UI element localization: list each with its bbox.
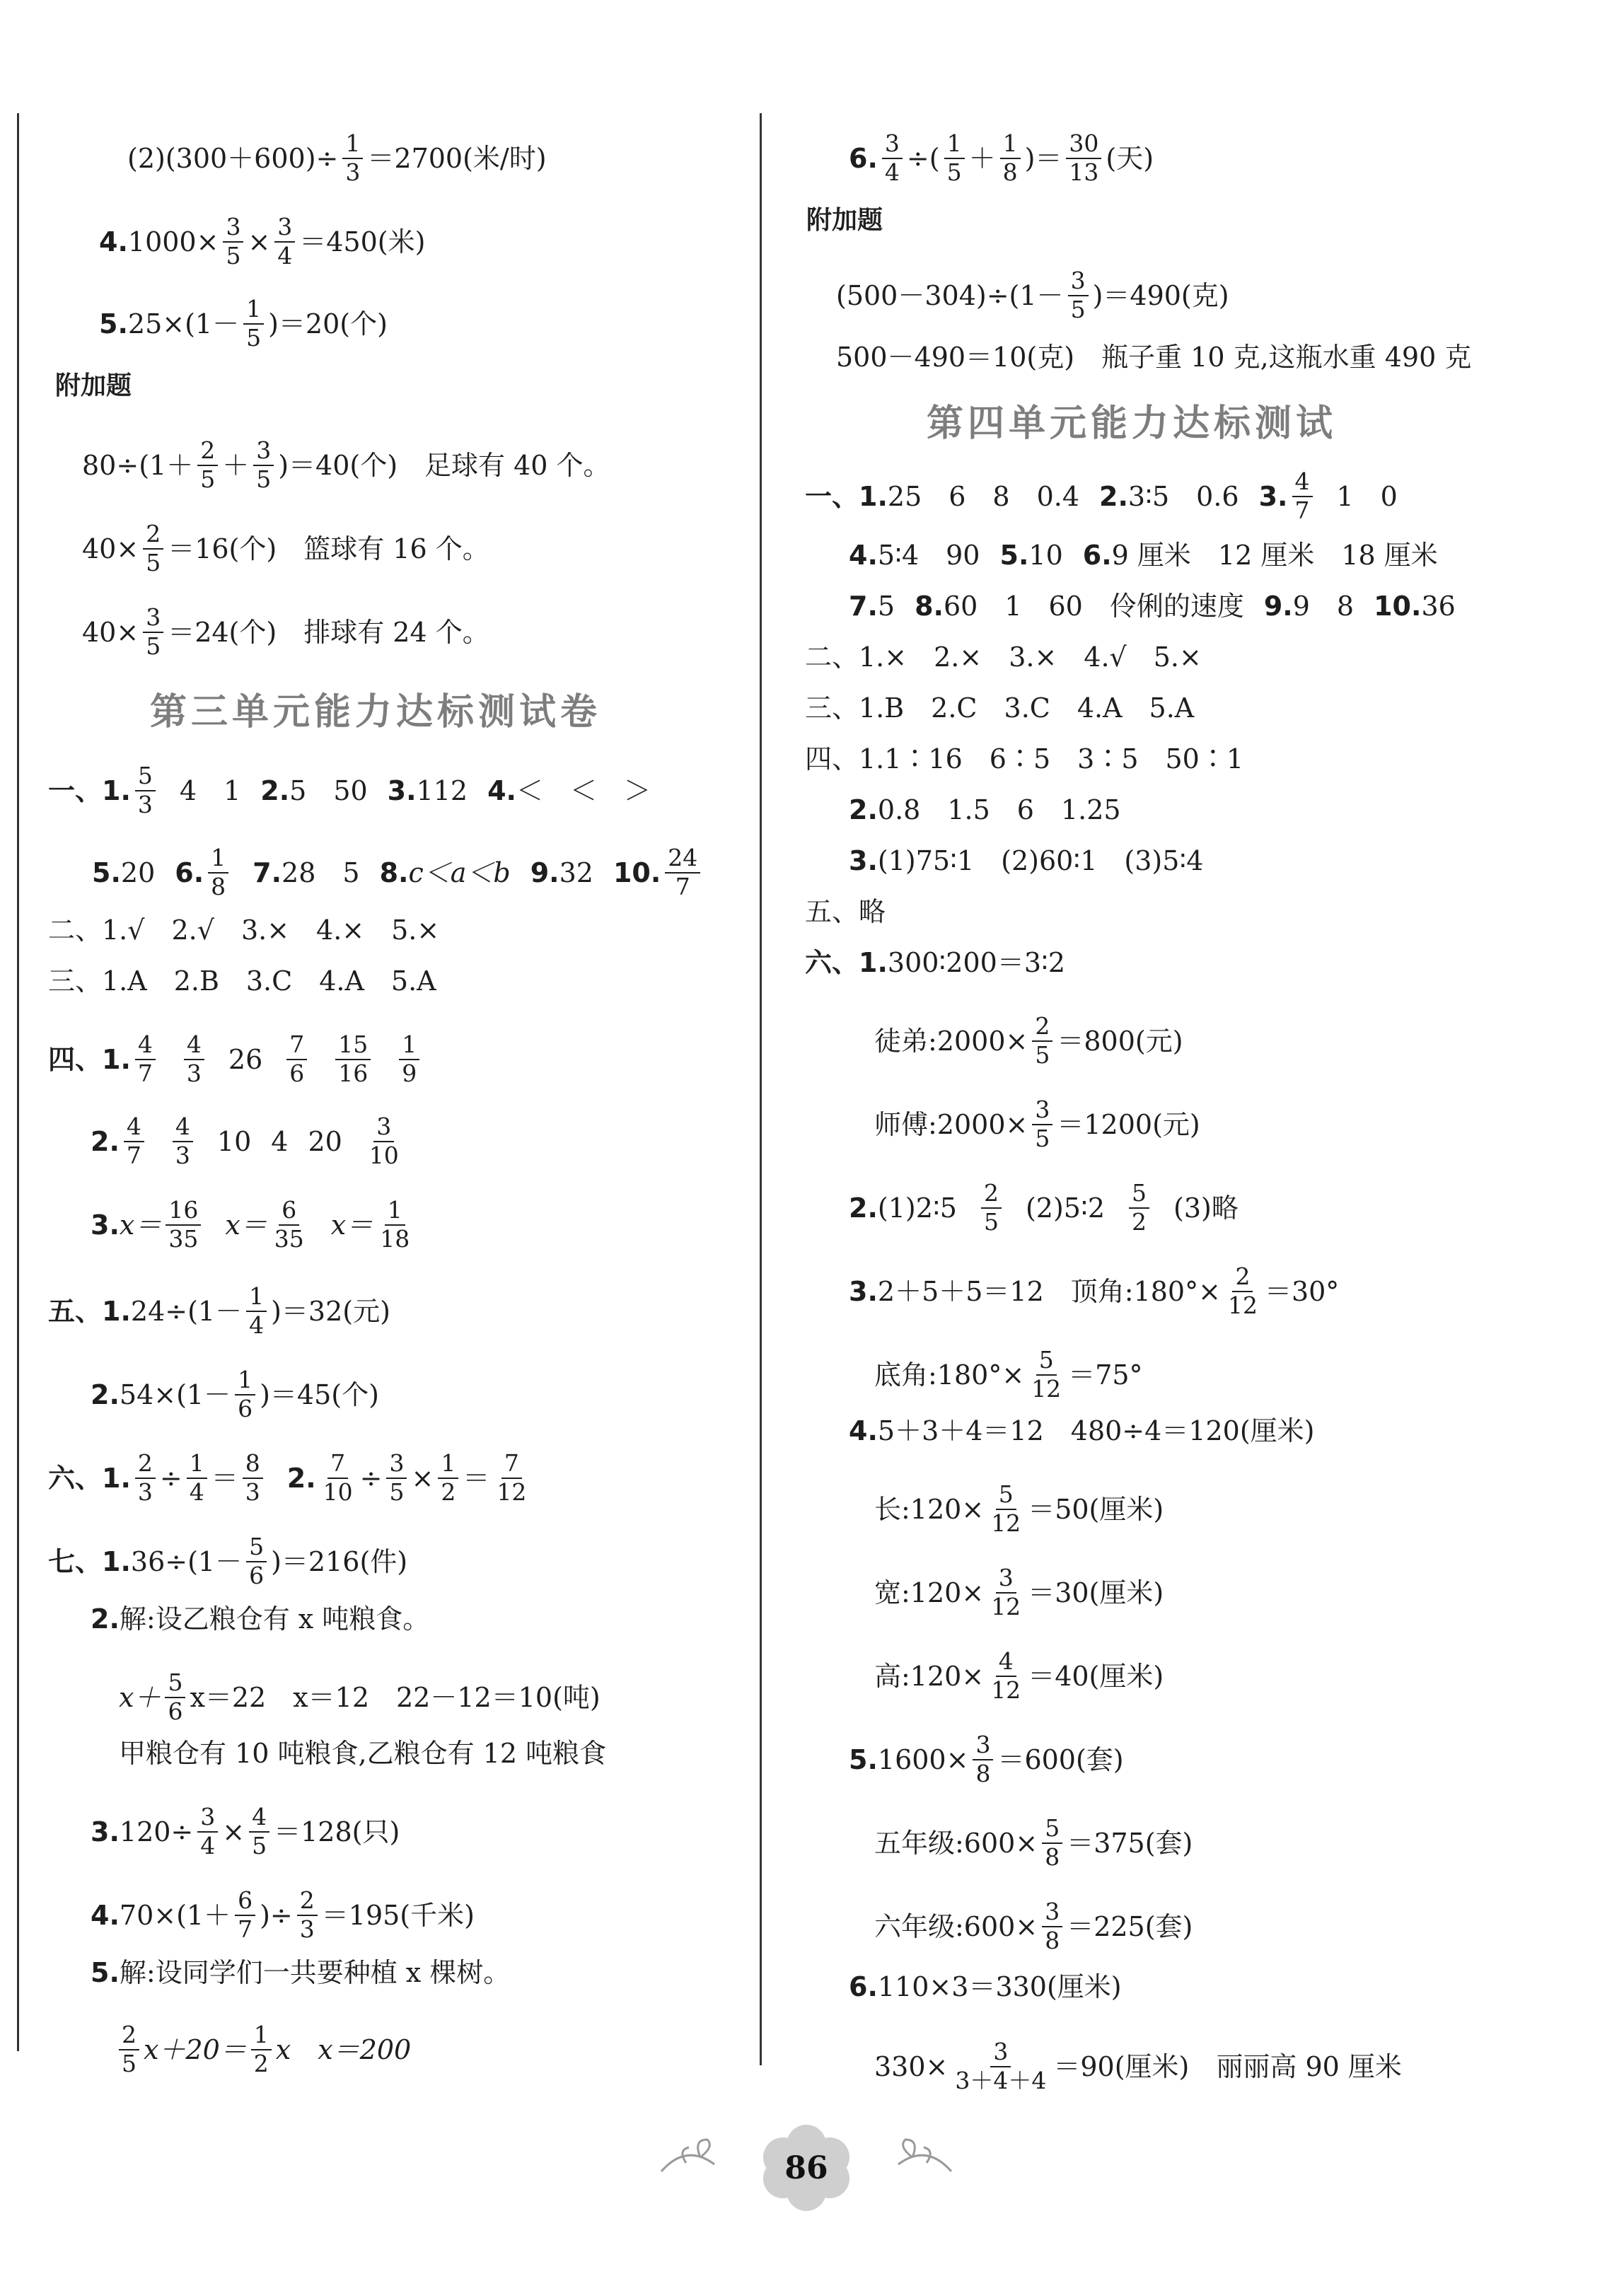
- answer-line: 六、1. 300∶200＝3∶2: [805, 947, 1066, 978]
- answer-line: 80÷(1＋ $\frac{2}{5}$ ＋ $\frac{3}{5}$ )＝40(个) 足球有 40 个。: [82, 436, 610, 493]
- answer-line: 4. 70×(1＋ $\frac{6}{7}$ )÷ $\frac{2}{3}$ ＝195(千米): [91, 1886, 475, 1943]
- answer-line: 四、1. $\frac{4}{7}$ $\frac{4}{3}$ 26 $\frac{7}{6}$ $\frac{15}{16}$ $\frac{1}{9}$: [48, 1033, 424, 1086]
- answer-line: $\frac{2}{5}$ x＋20＝ $\frac{1}{2}$ x x＝200: [115, 2023, 411, 2076]
- section3-title: 第三单元能力达标测试卷: [150, 691, 602, 733]
- answer-line: 330× $\frac{3}{3+4+4}$ ＝90(厘米) 丽丽高 90 厘米: [874, 2038, 1402, 2094]
- answer-line: 2. 0.8 1.5 6 1.25: [849, 794, 1121, 825]
- answer-line: 6. $\frac{3}{4}$ ÷( $\frac{1}{5}$ ＋ $\frac{1}{8}$ )＝ $\frac{30}{13}$ (天): [849, 129, 1154, 186]
- answer-line: 3. (1)75∶1 (2)60∶1 (3)5∶4: [849, 845, 1204, 876]
- answer-line: 五年级:600× $\frac{5}{8}$ ＝375(套): [874, 1814, 1193, 1871]
- answer-line: 5. 解:设同学们一共要种植 x 棵树。: [91, 1957, 511, 1988]
- answer-line: 宽:120× $\frac{3}{12}$ ＝30(厘米): [874, 1564, 1164, 1620]
- answer-line: 40× $\frac{3}{5}$ ＝24(个) 排球有 24 个。: [82, 603, 489, 660]
- answer-line: 2. 解:设乙粮仓有 x 吨粮食。: [91, 1603, 430, 1635]
- answer-line: 二、1.√ 2.√ 3.× 4.× 5.×: [48, 915, 440, 946]
- answer-line: 一、1. 25 6 8 0.4 2. 3∶5 0.6 3. $\frac{4}{7}$ 1 0: [805, 468, 1398, 524]
- answer-line: (500－304)÷(1－ $\frac{3}{5}$ )＝490(克): [836, 267, 1229, 323]
- answer-line: 四、1.1∶16 6∶5 3∶5 50∶1: [805, 743, 1244, 774]
- answer-line: 2. 54×(1－ $\frac{1}{6}$ )＝45(个): [91, 1366, 379, 1422]
- left-margin-rule: [17, 113, 19, 2051]
- answer-line: (2)(300＋600)÷ $\frac{1}{3}$ ＝2700(米/时): [127, 129, 547, 186]
- answer-line: 3. 120÷ $\frac{3}{4}$ × $\frac{4}{5}$ ＝128(只): [91, 1803, 400, 1859]
- answer-line: 六年级:600× $\frac{3}{8}$ ＝225(套): [874, 1898, 1193, 1954]
- page-number-badge: [736, 2108, 877, 2228]
- bonus-heading: 附加题: [806, 206, 883, 235]
- answer-line: 五、略: [805, 896, 886, 927]
- answer-line: 七、1. 36÷(1－ $\frac{5}{6}$ )＝216(件): [48, 1533, 408, 1589]
- answer-line: 底角:180°× $\frac{5}{12}$ ＝75°: [874, 1346, 1143, 1403]
- section4-title: 第四单元能力达标测试: [927, 402, 1338, 445]
- answer-line: 2. $\frac{4}{7}$ $\frac{4}{3}$ 10 4 20 $\frac{3}{10}$: [91, 1113, 399, 1169]
- vine-decoration-right-icon: [877, 2129, 955, 2186]
- answer-line: 二、1.× 2.× 3.× 4.√ 5.×: [805, 642, 1202, 673]
- answer-line: 4. 5＋3＋4＝12 480÷4＝120(厘米): [849, 1415, 1315, 1446]
- answer-line: 六、1. $\frac{2}{3}$ ÷ $\frac{1}{4}$ ＝ $\frac{8}{3}$ 2. $\frac{7}{10}$ ÷ $\frac{3}{5}$ × $\frac{1}{2}$ ＝ $\frac{7}{12}$: [48, 1449, 527, 1506]
- answer-line: 6. 110×3＝330(厘米): [849, 1971, 1122, 2002]
- answer-line: 徒弟:2000× $\frac{2}{5}$ ＝800(元): [874, 1012, 1183, 1069]
- answer-line: 3. x＝ $\frac{16}{35}$ x＝ $\frac{6}{35}$ x＝ $\frac{1}{18}$: [91, 1196, 410, 1253]
- answer-line: 五、1. 24÷(1－ $\frac{1}{4}$ )＝32(元): [48, 1282, 390, 1339]
- answer-line: 5. 20 6. $\frac{1}{8}$ 7. 28 5 8. c＜a＜b 9. 32 10. $\frac{24}{7}$: [92, 846, 704, 899]
- answer-line: 4. 1000× $\frac{3}{5}$ × $\frac{3}{4}$ ＝450(米): [99, 213, 426, 269]
- answer-line: 三、1.A 2.B 3.C 4.A 5.A: [48, 965, 436, 997]
- answer-line: 5. 25×(1－ $\frac{1}{5}$ )＝20(个): [99, 295, 388, 352]
- answer-line: 3. 2＋5＋5＝12 顶角:180°× $\frac{2}{12}$ ＝30°: [849, 1263, 1340, 1319]
- answer-line: 2. (1)2∶5 $\frac{2}{5}$ (2)5∶2 $\frac{5}{2}$ (3)略: [849, 1179, 1239, 1236]
- answer-line: 三、1.B 2.C 3.C 4.A 5.A: [805, 692, 1195, 724]
- page-number: 86: [784, 2150, 828, 2186]
- answer-line: 师傅:2000× $\frac{3}{5}$ ＝1200(元): [874, 1096, 1200, 1152]
- answer-line: 甲粮仓有 10 吨粮食,乙粮仓有 12 吨粮食: [119, 1738, 607, 1769]
- answer-line: 一、1. $\frac{5}{3}$ 4 1 2. 5 50 3. 112 4. ＜ ＜ ＞: [48, 762, 651, 818]
- column-divider: [760, 113, 762, 2065]
- answer-line: 7. 5 8. 60 1 60 伶俐的速度 9. 9 8 10. 36: [849, 591, 1456, 622]
- answer-line: 500－490＝10(克) 瓶子重 10 克,这瓶水重 490 克: [836, 342, 1472, 373]
- answer-line: 长:120× $\frac{5}{12}$ ＝50(厘米): [874, 1480, 1164, 1537]
- bonus-heading: 附加题: [55, 371, 132, 400]
- answer-line: x＋ $\frac{5}{6}$ x＝22 x＝12 22－12＝10(吨): [119, 1669, 601, 1725]
- answer-line: 40× $\frac{2}{5}$ ＝16(个) 篮球有 16 个。: [82, 520, 489, 576]
- vine-decoration-left-icon: [658, 2129, 736, 2186]
- answer-line: 4. 5∶4 90 5. 10 6. 9 厘米 12 厘米 18 厘米: [849, 540, 1438, 571]
- answer-line: 高:120× $\frac{4}{12}$ ＝40(厘米): [874, 1647, 1164, 1704]
- answer-line: 5. 1600× $\frac{3}{8}$ ＝600(套): [849, 1731, 1124, 1787]
